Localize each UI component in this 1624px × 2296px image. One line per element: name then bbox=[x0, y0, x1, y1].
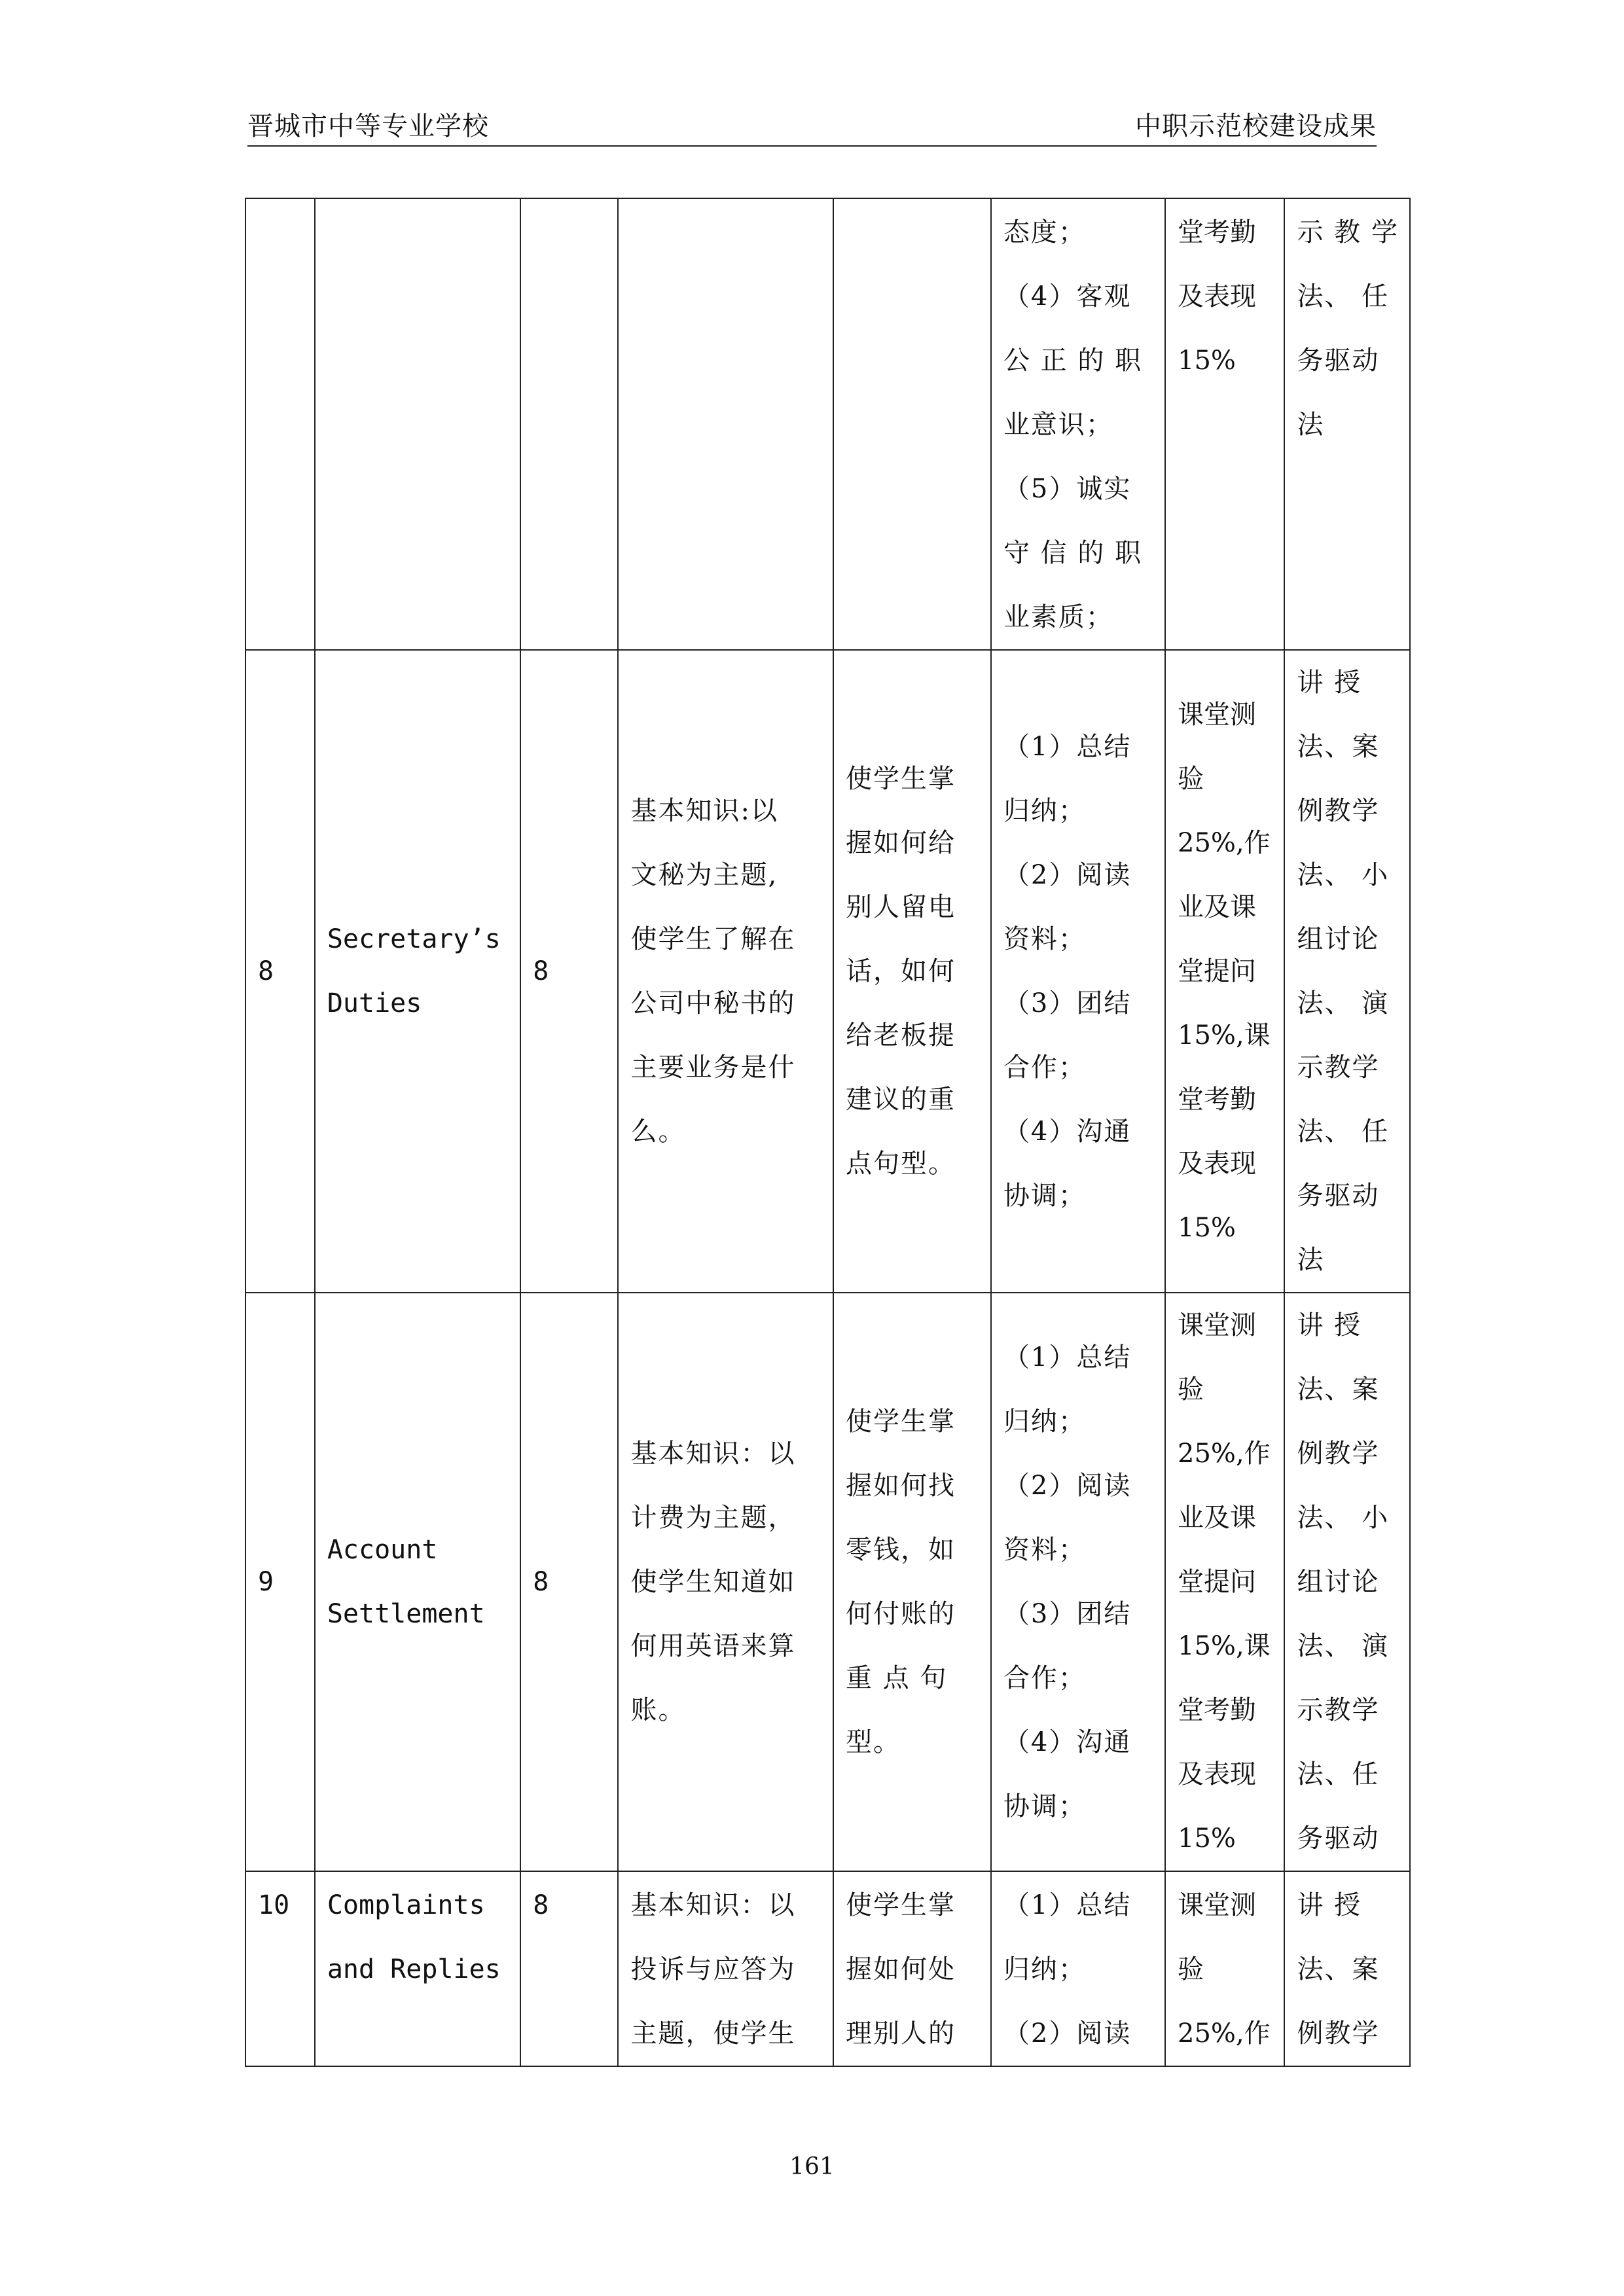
cell-line: 基本知识:以 bbox=[630, 796, 778, 826]
cell-line: 何付账的 bbox=[846, 1599, 956, 1629]
cell-line: 堂考勤 bbox=[1178, 217, 1257, 247]
cell-line: （3）团结 bbox=[1003, 988, 1132, 1018]
cell-quality bbox=[991, 1871, 1165, 2066]
cell-line: 验 bbox=[1178, 764, 1204, 794]
cell-hours bbox=[520, 198, 618, 650]
cell-line: 法、案 bbox=[1297, 1374, 1380, 1405]
cell-line: （4）沟通 bbox=[1003, 1117, 1132, 1147]
cell-line: 基本知识：以 bbox=[630, 1439, 796, 1469]
cell-goal bbox=[833, 1293, 991, 1871]
cell-line: 公 正 的 职 bbox=[1003, 346, 1143, 376]
cell-hours bbox=[520, 1871, 618, 2066]
school-name: 晋城市中等专业学校 bbox=[247, 111, 489, 141]
cell-line: 协调； bbox=[1003, 1181, 1086, 1211]
cell-line: 法、 任 bbox=[1297, 281, 1390, 312]
cell-line: 文秘为主题, bbox=[630, 860, 778, 890]
cell-line: 协调； bbox=[1003, 1791, 1086, 1821]
cell-line: 业意识； bbox=[1003, 410, 1113, 440]
cell-line: Account bbox=[327, 1535, 438, 1565]
cell-line: 组讨论 bbox=[1297, 924, 1380, 954]
cell-line: 计费为主题， bbox=[630, 1503, 796, 1533]
cell-line: （4）客观 bbox=[1003, 281, 1132, 312]
cell-content bbox=[618, 1293, 833, 1871]
cell-line: 给老板提 bbox=[846, 1020, 956, 1050]
cell-line: 资料； bbox=[1003, 1535, 1086, 1565]
cell-line: 务驱动 bbox=[1297, 1181, 1380, 1211]
cell-line: 合作； bbox=[1003, 1052, 1086, 1083]
cell-line: 别人留电 bbox=[846, 892, 956, 922]
cell-line: 务驱动 bbox=[1297, 1823, 1380, 1854]
cell-line: 握如何处 bbox=[846, 1954, 956, 1984]
cell-method bbox=[1284, 1871, 1410, 2066]
cell-line: 业素质； bbox=[1003, 602, 1113, 632]
cell-line: 验 bbox=[1178, 1954, 1204, 1984]
cell-line: 组讨论 bbox=[1297, 1567, 1380, 1597]
cell-line: 法 bbox=[1297, 1245, 1325, 1275]
cell-line: 握如何给 bbox=[846, 828, 956, 858]
cell-no bbox=[245, 1871, 315, 2066]
cell-line: 讲 授 bbox=[1297, 668, 1362, 698]
cell-line: 点句型。 bbox=[846, 1149, 956, 1179]
page-number: 161 bbox=[789, 2153, 835, 2180]
cell-line: 堂提问 bbox=[1178, 956, 1257, 986]
cell-line: 守 信 的 职 bbox=[1003, 538, 1143, 568]
cell-line: （3）团结 bbox=[1003, 1599, 1132, 1629]
cell-line: 零钱，如 bbox=[846, 1535, 956, 1565]
cell-line: 使学生掌 bbox=[846, 764, 956, 794]
cell-value: 8 bbox=[533, 1890, 549, 1920]
cell-line: 型。 bbox=[846, 1727, 901, 1757]
cell-topic bbox=[315, 198, 520, 650]
cell-line: 合作； bbox=[1003, 1663, 1086, 1693]
cell-line: 法、 任 bbox=[1297, 1117, 1390, 1147]
cell-line: 归纳； bbox=[1003, 1407, 1086, 1437]
cell-line: 务驱动 bbox=[1297, 346, 1380, 376]
cell-content bbox=[618, 198, 833, 650]
cell-line: and Replies bbox=[327, 1954, 501, 1984]
cell-line: 建议的重 bbox=[846, 1085, 956, 1115]
cell-line: 及表现 bbox=[1178, 281, 1257, 312]
cell-line: 业及课 bbox=[1178, 1503, 1257, 1533]
cell-line: 堂提问 bbox=[1178, 1567, 1257, 1597]
cell-line: 讲 授 bbox=[1297, 1310, 1362, 1340]
cell-goal bbox=[833, 1871, 991, 2066]
cell-line: 课堂测 bbox=[1178, 1890, 1257, 1920]
cell-line: 15%,课 bbox=[1178, 1020, 1271, 1050]
cell-line: 使学生了解在 bbox=[630, 924, 796, 954]
cell-topic bbox=[315, 650, 520, 1293]
cell-line: 法、案 bbox=[1297, 732, 1380, 762]
cell-quality bbox=[991, 650, 1165, 1293]
cell-assessment bbox=[1165, 198, 1284, 650]
cell-line: 业及课 bbox=[1178, 892, 1257, 922]
table-row bbox=[245, 1871, 1410, 2066]
cell-line: （1）总结 bbox=[1003, 1342, 1132, 1372]
cell-line: Duties bbox=[327, 988, 422, 1018]
course-table bbox=[245, 198, 1411, 2067]
cell-line: 法、 演 bbox=[1297, 988, 1390, 1018]
cell-line: 验 bbox=[1178, 1374, 1204, 1405]
cell-quality bbox=[991, 1293, 1165, 1871]
cell-assessment bbox=[1165, 1871, 1284, 2066]
cell-hours bbox=[520, 650, 618, 1293]
cell-line: 堂考勤 bbox=[1178, 1085, 1257, 1115]
cell-line: 示 教 学 bbox=[1297, 217, 1399, 247]
cell-assessment bbox=[1165, 1293, 1284, 1871]
table-row bbox=[245, 1293, 1410, 1871]
cell-line: 何用英语来算 bbox=[630, 1631, 796, 1661]
cell-value: 8 bbox=[533, 956, 549, 986]
cell-line: 25%,作 bbox=[1178, 1439, 1271, 1469]
cell-line: 堂考勤 bbox=[1178, 1695, 1257, 1725]
cell-value: 8 bbox=[258, 956, 274, 986]
cell-line: 法、 小 bbox=[1297, 1503, 1390, 1533]
cell-line: 公司中秘书的 bbox=[630, 988, 796, 1018]
cell-no bbox=[245, 198, 315, 650]
cell-hours bbox=[520, 1293, 618, 1871]
cell-no bbox=[245, 1293, 315, 1871]
cell-value: 8 bbox=[533, 1567, 549, 1597]
cell-line: 基本知识：以 bbox=[630, 1890, 796, 1920]
cell-line: 及表现 bbox=[1178, 1759, 1257, 1789]
cell-line: （2）阅读 bbox=[1003, 1471, 1132, 1501]
cell-line: 法、 演 bbox=[1297, 1631, 1390, 1661]
cell-line: 话，如何 bbox=[846, 956, 956, 986]
cell-line: 资料； bbox=[1003, 924, 1086, 954]
cell-line: 例教学 bbox=[1297, 796, 1380, 826]
cell-line: 握如何找 bbox=[846, 1471, 956, 1501]
cell-line: 15% bbox=[1178, 1823, 1236, 1854]
cell-value: 10 bbox=[258, 1890, 290, 1920]
document-title: 中职示范校建设成果 bbox=[1135, 111, 1377, 141]
cell-line: 讲 授 bbox=[1297, 1890, 1362, 1920]
cell-line: 示教学 bbox=[1297, 1052, 1380, 1083]
cell-line: 法、任 bbox=[1297, 1759, 1380, 1789]
cell-line: Settlement bbox=[327, 1599, 485, 1629]
cell-line: 25%,作 bbox=[1178, 2018, 1271, 2049]
cell-line: 态度； bbox=[1003, 217, 1086, 247]
cell-line: 15% bbox=[1178, 1213, 1236, 1243]
cell-goal bbox=[833, 198, 991, 650]
cell-line: 投诉与应答为 bbox=[630, 1954, 796, 1984]
cell-value: 9 bbox=[258, 1567, 274, 1597]
cell-line: 例教学 bbox=[1297, 2018, 1380, 2049]
cell-line: 法、 小 bbox=[1297, 860, 1390, 890]
cell-method bbox=[1284, 198, 1410, 650]
cell-line: 及表现 bbox=[1178, 1149, 1257, 1179]
cell-assessment bbox=[1165, 650, 1284, 1293]
cell-line: Secretary’s bbox=[327, 924, 501, 954]
cell-line: 例教学 bbox=[1297, 1439, 1380, 1469]
cell-line: （1）总结 bbox=[1003, 1890, 1132, 1920]
cell-topic bbox=[315, 1871, 520, 2066]
cell-line: 理别人的 bbox=[846, 2018, 956, 2049]
cell-goal bbox=[833, 650, 991, 1293]
cell-line: 重 点 句 bbox=[846, 1663, 948, 1693]
cell-method bbox=[1284, 650, 1410, 1293]
cell-line: 主题，使学生 bbox=[630, 2018, 796, 2049]
table-row bbox=[245, 650, 1410, 1293]
cell-line: 课堂测 bbox=[1178, 700, 1257, 730]
cell-line: 15% bbox=[1178, 346, 1236, 376]
cell-line: 法 bbox=[1297, 410, 1325, 440]
cell-line: （4）沟通 bbox=[1003, 1727, 1132, 1757]
cell-line: Complaints bbox=[327, 1890, 485, 1920]
cell-line: 15%,课 bbox=[1178, 1631, 1271, 1661]
cell-line: 25%,作 bbox=[1178, 828, 1271, 858]
cell-line: （5）诚实 bbox=[1003, 474, 1132, 504]
cell-line: （1）总结 bbox=[1003, 732, 1132, 762]
cell-line: （2）阅读 bbox=[1003, 2018, 1132, 2049]
table-row bbox=[245, 198, 1410, 650]
cell-quality bbox=[991, 198, 1165, 650]
cell-line: 主要业务是什 bbox=[630, 1052, 796, 1083]
cell-line: 法、案 bbox=[1297, 1954, 1380, 1984]
page-header bbox=[247, 113, 1377, 147]
cell-line: 使学生掌 bbox=[846, 1890, 956, 1920]
cell-line: （2）阅读 bbox=[1003, 860, 1132, 890]
cell-line: 课堂测 bbox=[1178, 1310, 1257, 1340]
cell-line: 使学生掌 bbox=[846, 1407, 956, 1437]
cell-line: 账。 bbox=[630, 1695, 686, 1725]
cell-method bbox=[1284, 1293, 1410, 1871]
cell-line: 示教学 bbox=[1297, 1695, 1380, 1725]
cell-line: 归纳； bbox=[1003, 1954, 1086, 1984]
cell-no bbox=[245, 650, 315, 1293]
cell-topic bbox=[315, 1293, 520, 1871]
cell-content bbox=[618, 650, 833, 1293]
cell-line: 么。 bbox=[630, 1117, 686, 1147]
cell-line: 归纳； bbox=[1003, 796, 1086, 826]
cell-content bbox=[618, 1871, 833, 2066]
cell-line: 使学生知道如 bbox=[630, 1567, 796, 1597]
